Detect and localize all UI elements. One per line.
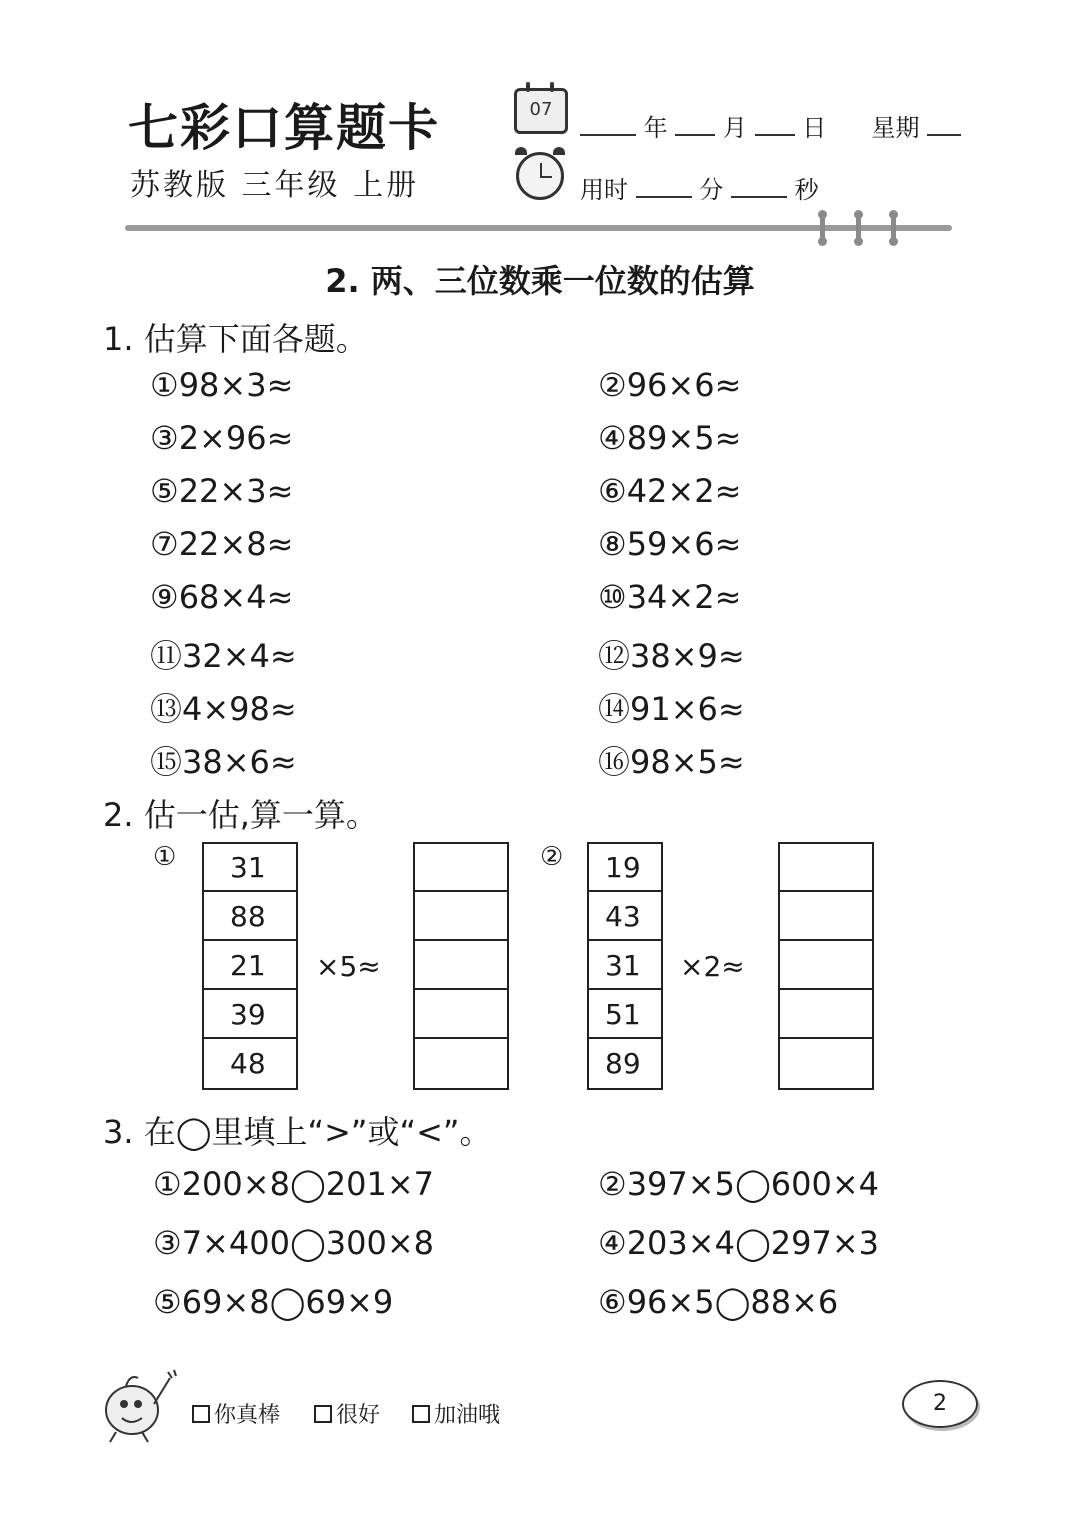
group-label: ② <box>540 842 564 872</box>
section-title: 2. 两、三位数乘一位数的估算 <box>325 262 755 300</box>
brand-title: 七彩口算题卡 <box>128 99 440 157</box>
checkbox-icon[interactable] <box>192 1405 210 1423</box>
group-label: ① <box>153 842 177 872</box>
number-cell: 43 <box>589 893 661 941</box>
minutes-label: 分 <box>699 176 724 204</box>
number-cell: 48 <box>230 1047 266 1080</box>
estimate-item[interactable]: ③2×96≈ <box>150 419 294 457</box>
date-line <box>580 108 961 143</box>
estimate-item[interactable]: ⑥42×2≈ <box>598 472 742 510</box>
seconds-label: 秒 <box>794 176 819 204</box>
multiplier-label: ×2≈ <box>680 950 745 983</box>
answer-box[interactable] <box>415 1040 507 1088</box>
compare-item[interactable]: ②397×5◯600×4 <box>598 1165 879 1203</box>
number-column <box>587 842 663 1090</box>
checkbox-icon[interactable] <box>412 1405 430 1423</box>
compare-item[interactable]: ①200×8◯201×7 <box>153 1165 434 1203</box>
seconds-blank[interactable] <box>731 176 787 198</box>
question-2-heading: 2. 估一估,算一算。 <box>103 796 378 834</box>
answer-box[interactable] <box>415 942 507 990</box>
minutes-blank[interactable] <box>636 176 692 198</box>
compare-item[interactable]: ④203×4◯297×3 <box>598 1224 879 1262</box>
calendar-number: 07 <box>529 99 553 120</box>
estimate-item[interactable]: ⑩34×2≈ <box>598 578 742 616</box>
number-cell: 19 <box>589 844 661 892</box>
day-blank[interactable] <box>755 114 795 136</box>
answer-box[interactable] <box>780 893 872 941</box>
estimate-item[interactable]: ⑫38×9≈ <box>598 637 745 675</box>
rating-excellent[interactable] <box>192 1398 280 1429</box>
day-label: 日 <box>802 114 827 142</box>
answer-box[interactable] <box>415 991 507 1039</box>
year-blank[interactable] <box>580 114 636 136</box>
answer-box[interactable] <box>780 942 872 990</box>
estimate-item[interactable]: ⑮38×6≈ <box>150 743 297 781</box>
estimate-item[interactable]: ⑦22×8≈ <box>150 525 294 563</box>
multiplier-label: ×5≈ <box>316 950 381 983</box>
weekday-label: 星期 <box>871 114 920 142</box>
year-label: 年 <box>643 114 668 142</box>
estimate-item[interactable]: ②96×6≈ <box>598 366 742 404</box>
page-number: 2 <box>902 1380 978 1428</box>
compare-item[interactable]: ③7×400◯300×8 <box>153 1224 434 1262</box>
number-cell: 51 <box>589 991 661 1039</box>
checkbox-icon[interactable] <box>314 1405 332 1423</box>
compare-item[interactable]: ⑤69×8◯69×9 <box>153 1283 394 1321</box>
answer-box[interactable] <box>780 991 872 1039</box>
compare-item[interactable]: ⑥96×5◯88×6 <box>598 1283 839 1321</box>
question-3-heading: 3. 在◯里填上“>”或“<”。 <box>103 1113 492 1151</box>
number-cell: 31 <box>204 844 296 892</box>
month-label: 月 <box>722 114 747 142</box>
estimate-item[interactable]: ⑨68×4≈ <box>150 578 294 616</box>
number-cell: 89 <box>605 1047 641 1080</box>
number-cell: 31 <box>589 942 661 990</box>
binder-pin-icon <box>856 212 861 244</box>
rating-label: 你真棒 <box>214 1403 281 1428</box>
edition-subtitle: 苏教版 三年级 上册 <box>130 168 420 203</box>
number-column <box>202 842 298 1090</box>
answer-box[interactable] <box>415 893 507 941</box>
binder-pin-icon <box>891 212 896 244</box>
answer-column <box>778 842 874 1090</box>
number-cell: 88 <box>204 893 296 941</box>
binder-pin-icon <box>820 212 825 244</box>
weekday-blank[interactable] <box>927 114 961 136</box>
estimate-item[interactable]: ⑯98×5≈ <box>598 743 745 781</box>
header-divider <box>125 225 952 231</box>
estimate-item[interactable]: ⑪32×4≈ <box>150 637 297 675</box>
number-cell: 21 <box>204 942 296 990</box>
rating-good[interactable] <box>314 1398 380 1429</box>
number-cell: 39 <box>204 991 296 1039</box>
question-1-heading: 1. 估算下面各题。 <box>103 320 368 358</box>
rating-keep-going[interactable] <box>412 1398 500 1429</box>
time-line <box>580 170 819 205</box>
estimate-item[interactable]: ④89×5≈ <box>598 419 742 457</box>
answer-column <box>413 842 509 1090</box>
rating-label: 很好 <box>336 1403 381 1428</box>
clock-icon <box>516 152 564 200</box>
estimate-item[interactable]: ⑭91×6≈ <box>598 690 745 728</box>
rating-label: 加油哦 <box>434 1403 501 1428</box>
month-blank[interactable] <box>675 114 715 136</box>
estimate-item[interactable]: ⑤22×3≈ <box>150 472 294 510</box>
answer-box[interactable] <box>780 844 872 892</box>
estimate-item[interactable]: ⑬4×98≈ <box>150 690 297 728</box>
time-used-label: 用时 <box>580 176 628 204</box>
answer-box[interactable] <box>780 1040 872 1088</box>
estimate-item[interactable]: ⑧59×6≈ <box>598 525 742 563</box>
estimate-item[interactable]: ①98×3≈ <box>150 366 294 404</box>
calendar-icon <box>514 88 568 134</box>
mascot-icon <box>96 1364 182 1444</box>
answer-box[interactable] <box>415 844 507 892</box>
